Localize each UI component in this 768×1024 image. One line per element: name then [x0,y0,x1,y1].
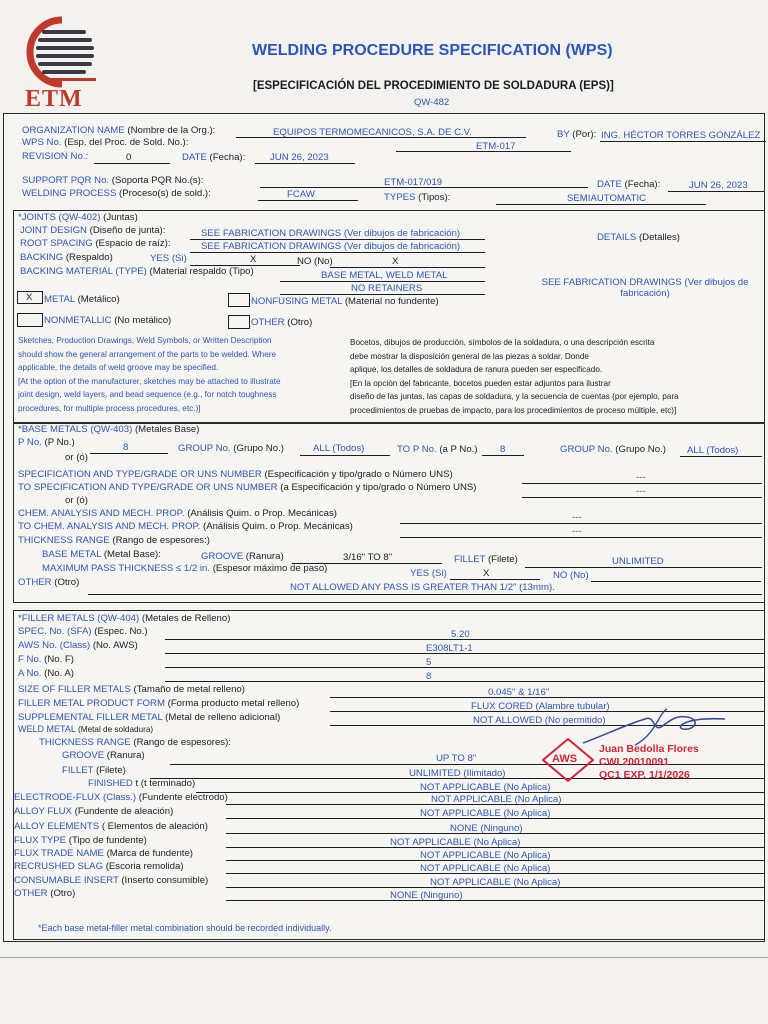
aws-stamp-text: AWS [552,753,578,765]
maxpass-yes-label: YES (Si) [410,568,447,579]
filler-row-label: SUPPLEMENTAL FILLER METAL (Metal de relleno adicional) [18,712,281,723]
wps-label: WPS No. (Esp. del Proc. de Sold. No.): [22,137,189,148]
form-code: QW-482 [414,97,450,108]
page-title: WELDING PROCEDURE SPECIFICATION (WPS) [252,42,613,59]
filler-row2-label: ALLOY ELEMENTS ( Elementos de aleación) [14,821,208,832]
chem-value: --- [572,512,582,523]
sketch-note-en-line: [At the option of the manufacturer, sketches may be attached to illustrate [18,376,281,386]
details-value: SEE FABRICATION DRAWINGS (Ver dibujos de fabricación) [541,277,749,299]
etm-logo-icon [22,16,102,88]
filler-fillet-value: UNLIMITED (Ilimitado) [409,768,506,779]
filler-row2-value: NOT APPLICABLE (No Aplica) [390,837,521,848]
filler-footnote: *Each base metal-filler metal combination should be recorded individually. [38,923,332,933]
filler-row2-label: ALLOY FLUX (Fundente de aleación) [14,806,174,817]
tochem-value: --- [572,526,582,537]
base-heading: *BASE METALS (QW-403) (Metales Base) [18,424,200,435]
filler-row2-value: NONE (Ninguno) [390,890,463,901]
filler-row-value: NOT ALLOWED (No permitido) [473,715,606,726]
weld-metal-label: WELD METAL (Metal de soldadura) [18,724,154,734]
org-label: ORGANIZATION NAME (Nombre de la Org.): [22,125,216,136]
backing-no-label: NO (No) [297,256,333,267]
backing-material-label: BACKING MATERIAL (TYPE) (Material respaldo (Tipo) [20,266,254,277]
backing-material-value2: NO RETAINERS [351,283,423,294]
nonmetallic-label: NONMETALLIC (No metálico) [44,315,172,326]
pno-label: P No. (P No.) [18,437,75,448]
group2-value: ALL (Todos) [687,445,739,456]
date-label: DATE (Fecha): [182,152,246,163]
backing-label: BACKING (Respaldo) [20,252,113,263]
sketch-note-es-line: debe mostrar la disposición general de las piezas a soldar. Donde [350,351,589,361]
nonfusing-label: NONFUSING METAL (Material no fundente) [251,296,439,307]
filler-row-label: AWS No. (Class) (No. AWS) [18,640,138,651]
groove-label: GROOVE (Ranura) [201,551,284,562]
revision-value: 0 [126,152,132,163]
sketch-note-es-line: Bocetos, dibujos de producción, símbolos de la soldadura, o una descripción escrita [350,338,655,347]
thick-label: THICKNESS RANGE (Rango de espesores:) [18,535,210,546]
backing-yes-value: X [250,254,257,265]
tochem-label: TO CHEM. ANALYSIS AND MECH. PROP. (Análisis Quim. o Prop. Mecánicas) [18,521,353,532]
finished-label: FINISHED t (t terminado) [88,778,196,789]
topno-value: 8 [500,444,506,455]
spec-label: SPECIFICATION AND TYPE/GRADE OR UNS NUMBER (Especificación y tipo/grado o Número UNS) [18,469,453,480]
sketch-note-es-line: [En la opción del fabricante, bocetos pueden estar adjuntos para ilustrar [350,378,611,388]
filler-row2-label: FLUX TYPE (Tipo de fundente) [14,835,147,846]
other-base-label: OTHER (Otro) [18,577,80,588]
page-bottom-rule [0,957,768,958]
nonmetallic-checkbox[interactable] [17,313,43,327]
filler-row2-value: NONE (Ninguno) [450,823,523,834]
finished-value: NOT APPLICABLE (No Aplica) [420,782,551,793]
pno-value: 8 [123,442,129,453]
filler-row-label: SIZE OF FILLER METALS (Tamaño de metal relleno) [18,684,245,695]
other-label: OTHER (Otro) [251,317,313,328]
filler-row2-label: CONSUMABLE INSERT (Inserto consumible) [14,875,209,886]
filler-thick-label: THICKNESS RANGE (Rango de espesores): [39,737,231,748]
fillet-label: FILLET (Filete) [454,554,518,565]
other-base-value: NOT ALLOWED ANY PASS IS GREATER THAN 1/2" (13mm). [290,582,555,593]
pqr-label: SUPPORT PQR No. (Soporta PQR No.(s): [22,175,204,186]
maxpass-yes-value: X [483,568,490,579]
process-label: WELDING PROCESS (Proceso(s) de sold.): [22,188,211,199]
filler-row2-value: NOT APPLICABLE (No Aplica) [431,794,562,805]
types-label: TYPES (Tipos): [384,192,451,203]
filler-row-label: A No. (No. A) [18,668,74,679]
chem-label: CHEM. ANALYSIS AND MECH. PROP. (Análisis Quim. o Prop. Mecánicas) [18,508,338,519]
backing-yes-label: YES (Si) [150,253,187,264]
root-spacing-label: ROOT SPACING (Espacio de raíz): [20,238,171,249]
date-value: JUN 26, 2023 [270,152,329,163]
filler-row-value: E308LT1-1 [426,643,473,654]
fillet-value: UNLIMITED [612,556,664,567]
date2-label: DATE (Fecha): [597,179,661,190]
root-spacing-value: SEE FABRICATION DRAWINGS (Ver dibujos de fabricación) [201,241,461,252]
filler-row-label: F No. (No. F) [18,654,74,665]
filler-row2-label: ELECTRODE-FLUX (Class.) (Fundente electrodo) [14,792,228,803]
filler-groove-label: GROOVE (Ranura) [62,750,145,761]
filler-row-value: 8 [426,671,432,682]
spec-value: --- [636,472,646,483]
stamp-name: Juan Bedolla Flores [599,743,699,755]
metal-check-mark: X [26,292,33,303]
joints-heading: *JOINTS (QW-402) (Juntas) [18,212,138,223]
maxpass-label: MAXIMUM PASS THICKNESS ≤ 1/2 in. (Espesor máximo de paso) [42,563,328,574]
joint-design-label: JOINT DESIGN (Diseño de junta): [20,225,166,236]
backing-material-value: BASE METAL, WELD METAL [321,270,448,281]
details-label: DETAILS (Detalles) [597,232,681,243]
filler-row-value: FLUX CORED (Alambre tubular) [471,701,610,712]
by-value: ING. HÉCTOR TORRES GONZÁLEZ [601,130,761,141]
or-1: or (ó) [65,452,88,463]
group-label: GROUP No. (Grupo No.) [178,443,284,454]
date2-value: JUN 26, 2023 [689,180,748,191]
filler-row2-label: RECRUSHED SLAG (Escoria remolida) [14,861,184,872]
by-label: BY (Por): [557,129,597,140]
other-checkbox[interactable] [228,315,250,329]
joint-design-value: SEE FABRICATION DRAWINGS (Ver dibujos de fabricación) [201,228,461,239]
sketch-note-es-line: aplique, los detalles de soldadura de ranura pueden ser especificado. [350,365,603,374]
filler-row-value: 5.20 [451,629,470,640]
filler-row2-value: NOT APPLICABLE (No Aplica) [420,863,551,874]
groove-value: 3/16" TO 8" [343,552,393,563]
sketch-note-en-line: procedures, for multiple process procedures, etc.)] [18,403,201,413]
sketch-note-es-line: diseño de las juntas, las capas de soldadura, y la secuencia de cuentas (por ejemplo, para [350,392,679,401]
nonfusing-checkbox[interactable] [228,293,250,307]
process-value: FCAW [287,189,315,200]
group-value: ALL (Todos) [313,443,365,454]
filler-row-value: 5 [426,657,432,668]
filler-row-value: 0.045" & 1/16" [488,687,550,698]
metal-label: METAL (Metálico) [44,294,120,305]
company-logo-text: ETM [25,86,83,112]
filler-row2-label: FLUX TRADE NAME (Marca de fundente) [14,848,193,859]
basemetal-label: BASE METAL (Metal Base): [42,549,161,560]
types-value: SEMIAUTOMATIC [567,193,647,204]
group2-label: GROUP No. (Grupo No.) [560,444,666,455]
filler-row2-label: OTHER (Otro) [14,888,76,899]
topno-label: TO P No. (a P No.) [397,444,478,455]
filler-row2-value: NOT APPLICABLE (No Aplica) [420,808,551,819]
backing-no-value: X [392,256,399,267]
filler-row2-value: NOT APPLICABLE (No Aplica) [430,877,561,888]
filler-row-label: FILLER METAL PRODUCT FORM (Forma producto metal relleno) [18,698,300,709]
maxpass-no-label: NO (No) [553,570,589,581]
filler-row-label: SPEC. No. (SFA) (Espec. No.) [18,626,148,637]
or-2: or (ó) [65,495,88,506]
sketch-note-en-line: Sketches, Production Drawings, Weld Symbols, or Written Description [18,336,272,345]
pqr-value: ETM-017/019 [384,177,443,188]
wps-value: ETM-017 [476,141,516,152]
filler-groove-value: UP TO 8" [436,753,477,764]
org-value: EQUIPOS TERMOMECANICOS, S.A. DE C.V. [273,127,472,138]
filler-fillet-label: FILLET (Filete) [62,765,126,776]
sketch-note-en-line: joint design, weld layers, and bead sequence (e.g., for notch toughness [18,390,277,399]
tospec-value: --- [636,486,646,497]
sketch-note-es-line: procedimientos de pruebas de impacto, para los procedimientos de proceso múltiple, etc)] [350,405,677,415]
tospec-label: TO SPECIFICATION AND TYPE/GRADE OR UNS NUMBER (a Especificación y tipo/grado o Número UNS) [18,482,477,493]
sketch-note-en-line: should show the general arrangement of the parts to be welded. Where [18,349,277,359]
filler-heading: *FILLER METALS (QW-404) (Metales de Relleno) [18,613,231,624]
revision-label: REVISION No.: [22,151,89,162]
stamp-cwi: CWI 20010091 [599,756,670,768]
stamp-exp: QC1 EXP. 1/1/2026 [599,769,690,781]
page-subtitle: [ESPECIFICACIÓN DEL PROCEDIMIENTO DE SOLDADURA (EPS)] [253,80,614,92]
filler-row2-value: NOT APPLICABLE (No Aplica) [420,850,551,861]
sketch-note-en-line: applicable, the details of weld groove may be specified. [18,363,219,372]
